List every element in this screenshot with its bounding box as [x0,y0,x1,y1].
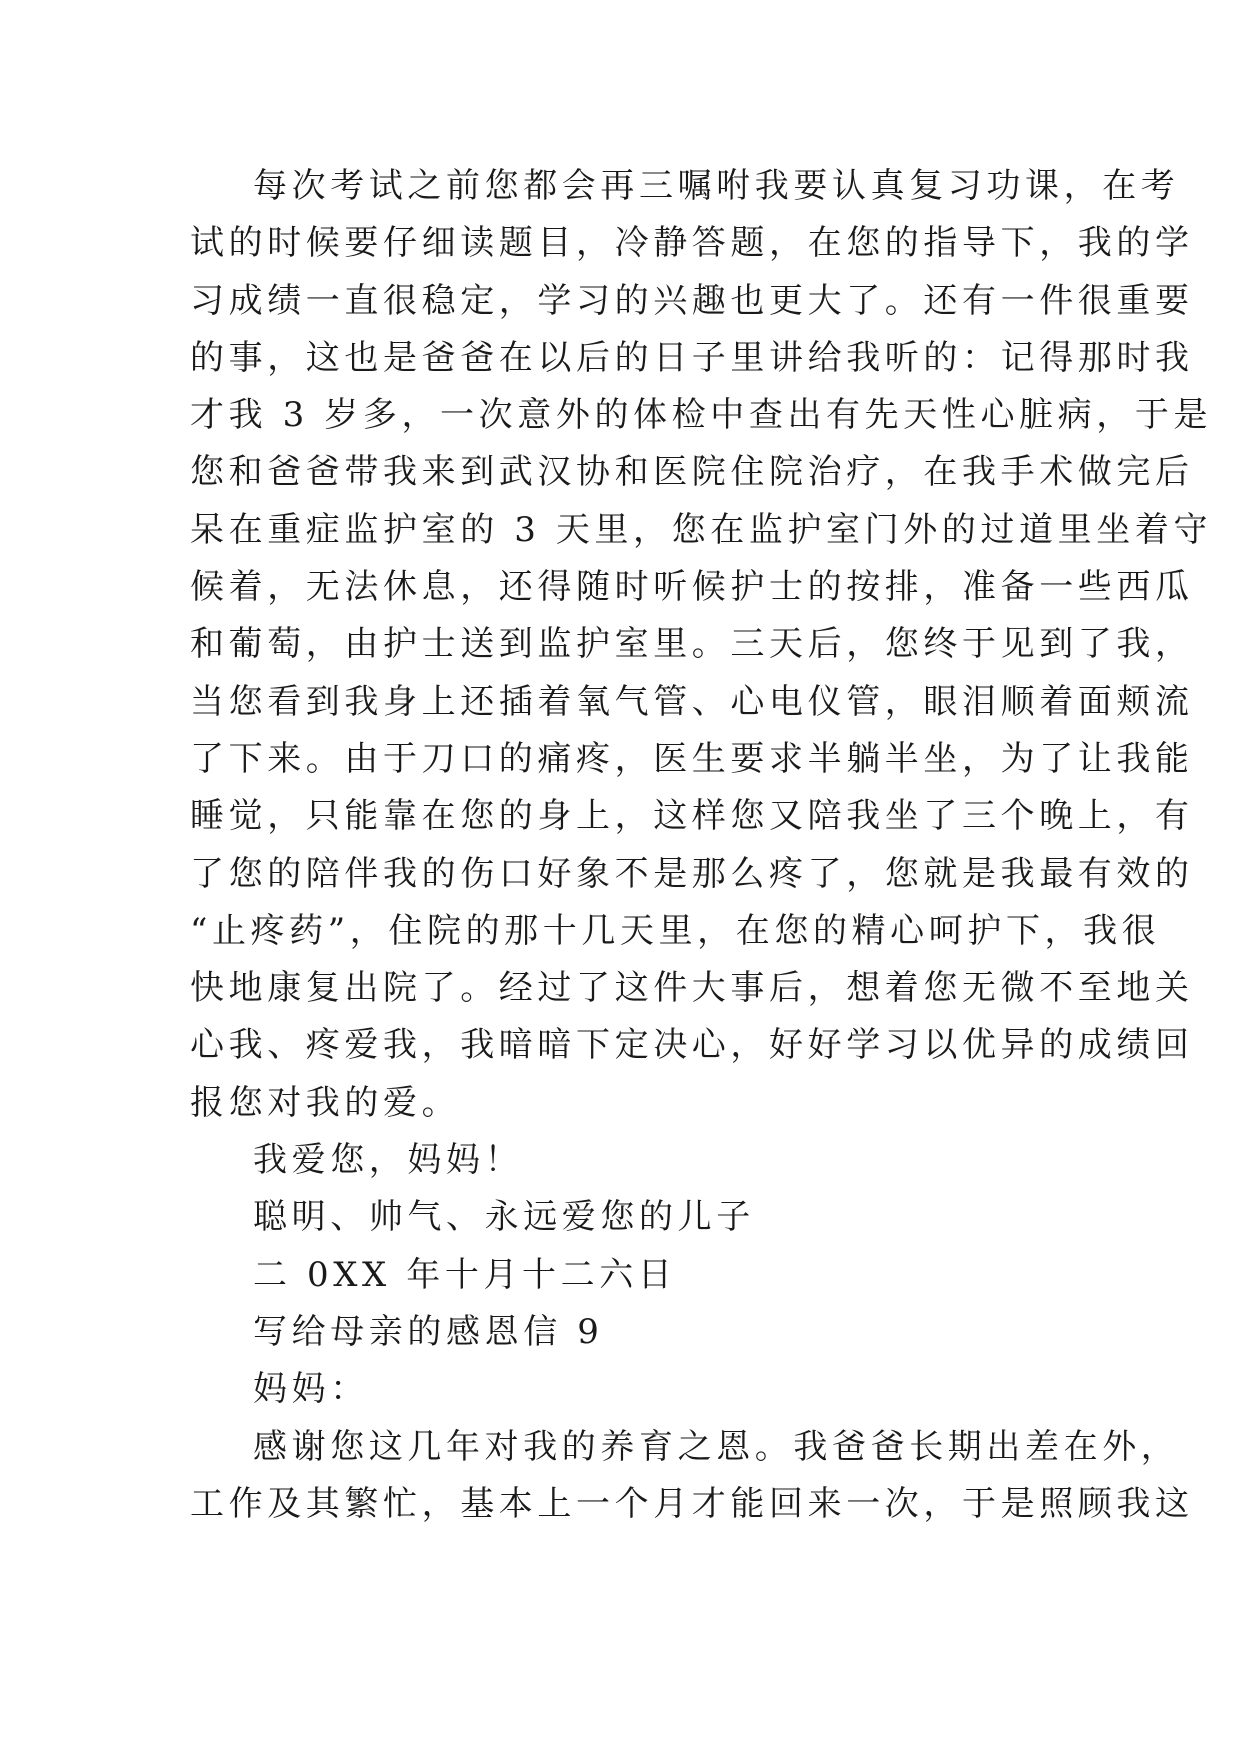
text-line: 候着，无法休息，还得随时听候护士的按排，准备一些西瓜 [190,567,1194,608]
text-line: 每次考试之前您都会再三嘱咐我要认真复习功课，在考 [253,166,1180,206]
text-line: 了您的陪伴我的伤口好象不是那么疼了，您就是我最有效的 [190,853,1194,894]
text-line: 和葡萄，由护士送到监护室里。三天后，您终于见到了我， [190,624,1194,665]
text-line: 您和爸爸带我来到武汉协和医院住院治疗，在我手术做完后 [190,452,1194,493]
text-line: 二 0XX 年十月十二六日 [253,1254,677,1295]
text-line: 了下来。由于刀口的痛疼，医生要求半躺半坐，为了让我能 [190,738,1194,779]
text-line: 呆在重症监护室的 3 天里，您在监护室门外的过道里坐着守 [190,509,1213,550]
text-line: 报您对我的爱。 [190,1082,461,1123]
text-line: 心我、疼爱我，我暗暗下定决心，好好学习以优异的成绩回 [190,1025,1194,1066]
text-line: 写给母亲的感恩信 9 [253,1311,604,1352]
text-line: 快地康复出院了。经过了这件大事后，想着您无微不至地关 [190,968,1194,1009]
text-line: 妈妈： [253,1369,369,1410]
text-line: “止疼药”，住院的那十几天里，在您的精心呵护下，我很 [190,910,1161,951]
text-line: 感谢您这几年对我的养育之恩。我爸爸长期出差在外， [253,1426,1180,1467]
text-line: 我爱您，妈妈！ [253,1140,524,1181]
text-line: 试的时候要仔细读题目，冷静答题，在您的指导下，我的学 [190,223,1194,264]
text-line: 的事，这也是爸爸在以后的日子里讲给我听的：记得那时我 [190,337,1194,378]
text-line: 睡觉，只能靠在您的身上，这样您又陪我坐了三个晚上，有 [190,796,1194,837]
text-line: 习成绩一直很稳定，学习的兴趣也更大了。还有一件很重要 [190,280,1194,321]
text-line: 当您看到我身上还插着氧气管、心电仪管，眼泪顺着面颊流 [190,681,1194,722]
text-line: 工作及其繁忙，基本上一个月才能回来一次，于是照顾我这 [190,1483,1194,1524]
text-line: 聪明、帅气、永远爱您的儿子 [253,1197,755,1238]
text-line: 才我 3 岁多，一次意外的体检中查出有先天性心脏病，于是 [190,395,1213,436]
letter-body [190,158,1213,1533]
